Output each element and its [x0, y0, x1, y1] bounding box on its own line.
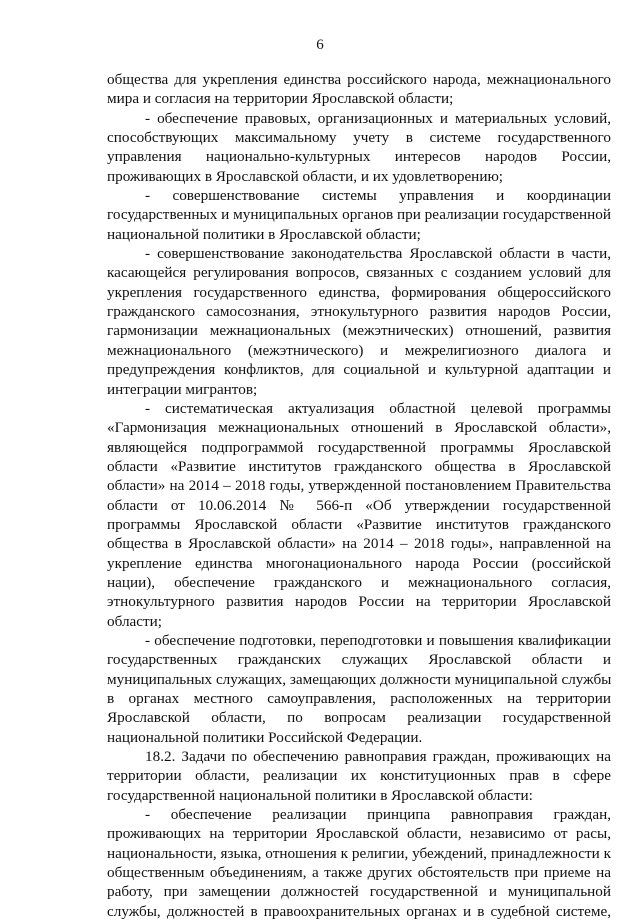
text-line: проживающих в Ярославской области, и их удовлетворению;	[107, 167, 504, 185]
text-line: общества для укрепления единства российского народа, межнационального	[107, 71, 611, 88]
text-line: мира и согласия на территории Ярославской области;	[107, 90, 454, 108]
text-line: укрепления государственного единства, формирования общероссийского	[107, 283, 611, 301]
text-line: предупреждения конфликтов, для социальной и культурной адаптации и	[107, 361, 611, 379]
text-line: - совершенствование законодательства Ярославской области в части,	[145, 245, 611, 263]
text-line: национальности, языка, отношения к религии, убеждений, принадлежности к	[107, 844, 611, 862]
text-line: области «Развитие институтов гражданского общества в Ярославской	[107, 457, 611, 475]
text-line: работу, при замещении должностей государственной и муниципальной	[107, 883, 611, 901]
text-line: «Гармонизация межнациональных отношений в Ярославской области»,	[107, 419, 611, 437]
text-line: проживающих на территории Ярославской области, независимо от расы,	[107, 825, 611, 843]
text-line: межнационального (межэтнического) и межрелигиозного диалога и	[107, 341, 611, 359]
text-line: области» на 2014 – 2018 годы, утвержденной постановлением Правительства	[107, 477, 611, 495]
text-line: общества в Ярославской области» на 2014 – 2018 годы», направленной на	[107, 535, 611, 553]
text-line: - обеспечение реализации принципа равноправия граждан,	[145, 806, 611, 824]
text-line: государственных и муниципальных органов при реализации государственной	[107, 206, 611, 224]
text-line: гражданского самосознания, этнокультурного развития народов России,	[107, 303, 611, 321]
text-line: способствующих максимальному учету в системе государственного	[107, 129, 611, 147]
text-line: укрепление единства многонационального народа России (российской	[107, 554, 611, 572]
text-line: государственной национальной политики в Ярославской области:	[107, 786, 533, 804]
text-line: 18.2. Задачи по обеспечению равноправия граждан, проживающих на	[145, 748, 611, 766]
text-line: этнокультурного развития народов России на территории Ярославской	[107, 593, 611, 611]
text-line: национальной политики Российской Федерации.	[107, 728, 423, 746]
text-line: - обеспечение правовых, организационных и материальных условий,	[145, 109, 611, 127]
text-line: в органах местного самоуправления, расположенных на территории	[107, 690, 611, 707]
text-line: являющейся подпрограммой государственной программы Ярославской	[107, 438, 611, 456]
text-line: управления национально-культурных интересов народов России,	[107, 148, 611, 166]
text-line: гармонизации межнациональных (межэтнических) отношений, развития	[107, 322, 611, 340]
page-number: 6	[316, 37, 324, 53]
text-line: нации), обеспечение гражданского и межнационального согласия,	[107, 573, 611, 591]
text-line: территории области, реализации их конституционных прав в сфере	[107, 767, 611, 785]
text-line: - совершенствование системы управления и координации	[145, 187, 611, 205]
text-line: программы Ярославской области «Развитие институтов гражданского	[107, 515, 611, 533]
text-line: национальной политики в Ярославской области;	[107, 225, 421, 243]
text-line: общественным объединениям, а также других обстоятельств при приеме на	[107, 864, 611, 882]
text-line: - систематическая актуализация областной целевой программы	[145, 399, 611, 417]
text-line: касающейся регулирования вопросов, связанных с созданием условий для	[107, 264, 611, 282]
text-line: области от 10.06.2014 № 566-п «Об утверждении государственной	[107, 496, 611, 514]
text-line: службы, должностей в правоохранительных органах и в судебной системе,	[107, 902, 611, 920]
text-line: государственных гражданских служащих Ярославской области и	[107, 651, 611, 669]
text-line: муниципальных служащих, замещающих должности муниципальной службы	[107, 670, 612, 688]
text-line: интеграции мигрантов;	[107, 380, 258, 398]
text-line: Ярославской области, по вопросам реализации государственной	[107, 709, 611, 727]
document-body	[107, 70, 611, 921]
text-line: области;	[107, 612, 162, 630]
text-line: - обеспечение подготовки, переподготовки и повышения квалификации	[145, 631, 611, 649]
